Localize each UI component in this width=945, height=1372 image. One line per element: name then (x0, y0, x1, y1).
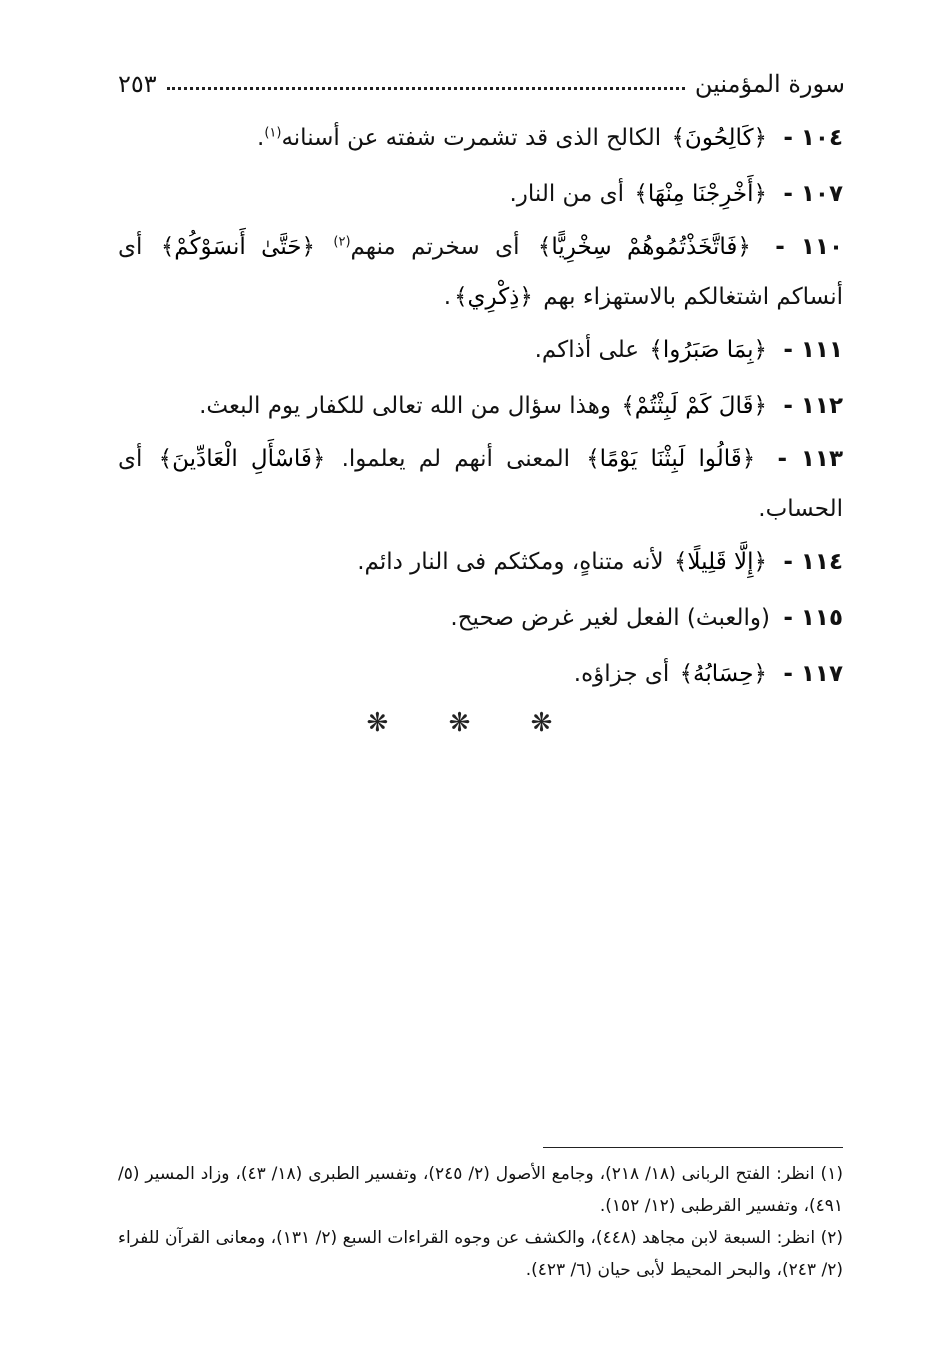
section-separator-stars: ❋ ❋ ❋ (366, 708, 579, 738)
entry-111 (118, 322, 843, 378)
gloss-text: أى سخرتم منهم (350, 234, 520, 260)
verse-number: ١١٥ - (783, 605, 843, 631)
quran-phrase: ﴿كَالِحُونَ﴾ (671, 125, 767, 151)
verse-number: ١١٠ - (775, 234, 844, 260)
entry-107 (118, 166, 843, 222)
footnotes (118, 1158, 843, 1286)
running-header (118, 52, 845, 98)
entry-110 (118, 222, 843, 322)
quran-phrase: ﴿أَخْرِجْنَا مِنْهَا﴾ (634, 181, 767, 207)
verse-number: ١١١ - (783, 337, 843, 363)
verse-number: ١١٤ - (783, 549, 843, 575)
footnote-ref[interactable]: (١) (264, 125, 282, 141)
footnote-1: (١) انظر: الفتح الربانى (١٨/ ٢١٨)، وجامع الأصول (٢/ ٢٤٥)، وتفسير الطبرى (١٨/ ٤٣)، وزاد المسير (٥/ ٤٩١)، وتفسير القرطبى (١٢/ ١٥٢). (118, 1164, 843, 1216)
footnote-rule (543, 1147, 843, 1148)
punctuation: . (257, 125, 265, 151)
gloss-text: أى من النار. (509, 181, 625, 207)
gloss-text: على أذاكم. (534, 337, 640, 363)
quran-phrase: ﴿حَتَّىٰ أَنسَوْكُمْ﴾ (160, 234, 315, 260)
verse-number: ١٠٧ - (783, 181, 843, 207)
quran-phrase: ﴿ذِكْرِي﴾ (454, 284, 533, 310)
page-number: ٢٥٣ (118, 70, 157, 98)
gloss-text: (والعبث) الفعل لغير غرض صحيح. (450, 605, 770, 631)
gloss-text: المعنى أنهم لم يعلموا. (341, 446, 571, 472)
gloss-text: أى الحساب. (118, 446, 843, 522)
quran-phrase: ﴿إِلَّا قَلِيلًا﴾ (673, 549, 767, 575)
verse-number: ١١٢ - (783, 393, 843, 419)
entry-114 (118, 534, 843, 590)
punctuation: . (443, 284, 452, 310)
commentary-body (118, 110, 843, 702)
verse-number: ١٠٤ - (783, 125, 843, 151)
entry-115 (118, 590, 843, 646)
entry-113 (118, 434, 843, 534)
footnote-2: (٢) انظر: السبعة لابن مجاهد (٤٤٨)، والكشف عن وجوه القراءات السبع (٢/ ١٣١)، ومعانى القرآن للفراء (٢/ ٢٤٣)، والبحر المحيط لأبى حيان (٦/ ٤٢٣). (118, 1228, 843, 1280)
entry-117 (118, 646, 843, 702)
verse-number: ١١٣ - (777, 446, 843, 472)
gloss-text: أى أنساكم اشتغالكم بالاستهزاء بهم (118, 234, 843, 310)
quran-phrase: ﴿فَاسْأَلِ الْعَادِّينَ﴾ (158, 446, 326, 472)
gloss-text: الكالح الذى قد تشمرت شفته عن أسنانه (281, 125, 662, 151)
quran-phrase: ﴿حِسَابُهُ﴾ (679, 661, 767, 687)
quran-phrase: ﴿فَاتَّخَذْتُمُوهُمْ سِخْرِيًّا﴾ (537, 234, 751, 260)
surah-title: سورة المؤمنين (694, 70, 845, 98)
entry-112 (118, 378, 843, 434)
quran-phrase: ﴿بِمَا صَبَرُوا﴾ (649, 337, 767, 363)
header-dotted-leader (167, 87, 685, 90)
quran-phrase: ﴿قَالُوا لَبِثْنَا يَوْمًا﴾ (586, 446, 756, 472)
quran-phrase: ﴿قَالَ كَمْ لَبِثْتُمْ﴾ (621, 393, 767, 419)
verse-number: ١١٧ - (783, 661, 843, 687)
gloss-text: لأنه متناهٍ، ومكثكم فى النار دائم. (357, 549, 664, 575)
entry-104 (118, 110, 843, 166)
footnote-ref[interactable]: (٢) (333, 234, 351, 250)
gloss-text: أى جزاؤه. (573, 661, 670, 687)
gloss-text: وهذا سؤال من الله تعالى للكفار يوم البعث. (199, 393, 611, 419)
